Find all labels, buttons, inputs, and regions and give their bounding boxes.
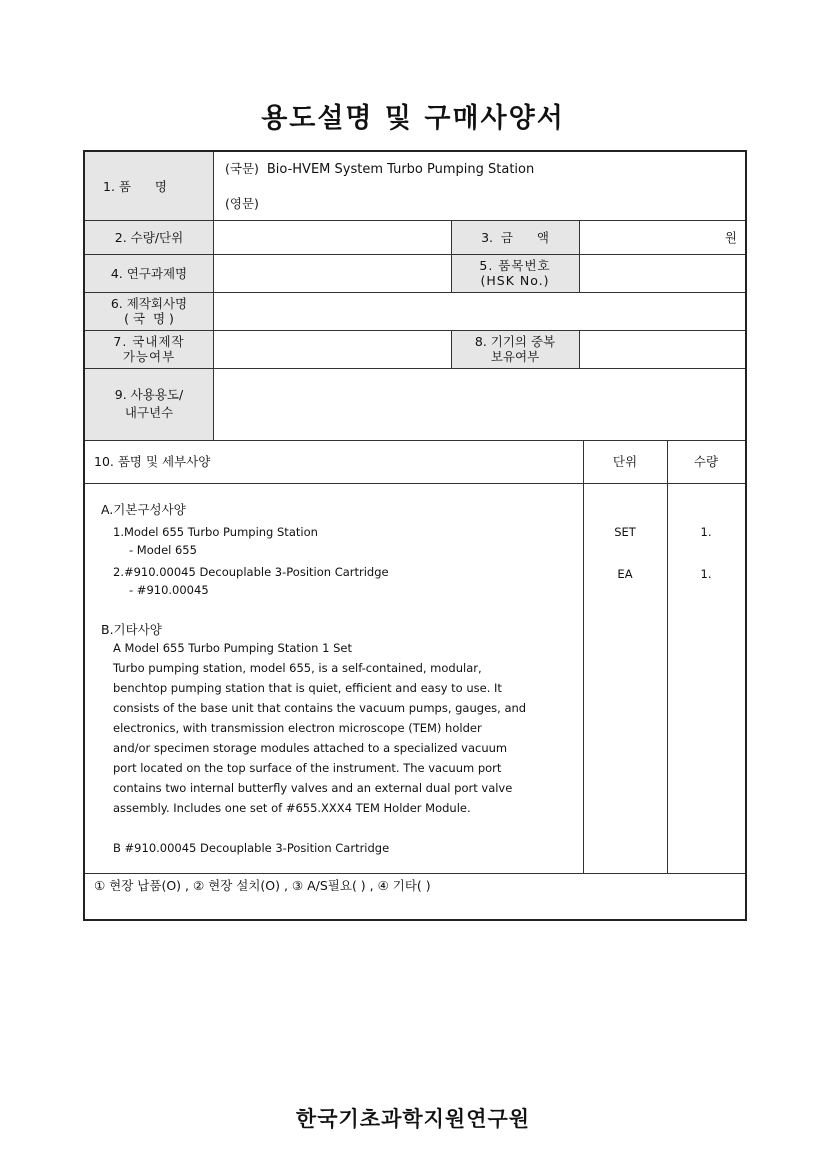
row2-unit: EA (617, 566, 633, 581)
project-value (214, 254, 451, 292)
spec-line: A.기본구성사양 (101, 502, 186, 517)
row-divider (85, 483, 745, 484)
purchase-spec-form (83, 150, 747, 921)
spec-line: electronics, with transmission electron microscope (TEM) holder (113, 721, 482, 735)
spec-line: port located on the top surface of the instrument. The vacuum port (113, 761, 502, 775)
korean-name-line: (국문) Bio-HVEM System Turbo Pumping Station (225, 161, 535, 177)
spec-body (85, 500, 583, 870)
domestic-value (214, 330, 451, 368)
delivery-options-note: ① 현장 납품(O) , ② 현장 설치(O) , ③ A/S필요( ) , ④ 기타( ) (94, 878, 431, 893)
usage-label: 9. 사용용도/ 내구년수 (114, 387, 184, 420)
col-divider (583, 440, 584, 873)
spec-line: benchtop pumping station that is quiet, efficient and easy to use. It (113, 681, 502, 695)
qty-unit-value (214, 220, 451, 254)
dup-label: 8. 기기의 중복 보유여부 (474, 334, 556, 364)
organization-name: 한국기초과학지원연구원 (295, 1107, 531, 1131)
spec-line: - #910.00045 (129, 583, 209, 597)
item-no-label: 5. 품목번호 (HSK No.) (479, 258, 551, 288)
amount-label: 3. 금 액 (481, 229, 549, 245)
spec-line: 1.Model 655 Turbo Pumping Station (113, 525, 318, 539)
usage-value (214, 368, 745, 440)
spec-header: 10. 품명 및 세부사양 (94, 454, 211, 469)
row1-unit: SET (614, 524, 636, 539)
row2-qty: 1. (700, 566, 712, 581)
qty-header: 수량 (693, 454, 719, 469)
qty-unit-label: 2. 수량/단위 (114, 229, 184, 245)
spec-line: - Model 655 (129, 543, 197, 557)
dup-value (580, 330, 745, 368)
project-label: 4. 연구과제명 (110, 265, 188, 281)
spec-line: contains two internal butterfly valves and an external dual port valve (113, 781, 513, 795)
spec-line: 2.#910.00045 Decouplable 3-Position Cartridge (113, 565, 389, 579)
amount-value (580, 220, 745, 254)
spec-line: assembly. Includes one set of #655.XXX4 TEM Holder Module. (113, 801, 471, 815)
row1-qty: 1. (700, 524, 712, 539)
spec-line: B #910.00045 Decouplable 3-Position Cartridge (113, 841, 390, 855)
col-divider (667, 440, 668, 873)
spec-line: consists of the base unit that contains the vacuum pumps, gauges, and (113, 701, 527, 715)
spec-line: Turbo pumping station, model 655, is a self-contained, modular, (113, 661, 482, 675)
row-divider (85, 873, 745, 874)
spec-line: B.기타사양 (101, 622, 162, 637)
unit-header: 단위 (612, 454, 638, 469)
maker-label: 6. 제작회사명 ( 국 명 ) (110, 296, 188, 326)
item-name-label: 1. 품 명 (103, 178, 167, 194)
spec-line: and/or specimen storage modules attached to a specialized vacuum (113, 741, 508, 755)
maker-value (214, 292, 745, 330)
english-name-line: (영문) (225, 196, 259, 211)
domestic-label: 7. 국내제작 가능여부 (113, 334, 185, 364)
amount-unit: 원 (724, 229, 737, 245)
document-title: 용도설명 및 구매사양서 (261, 103, 565, 134)
item-no-value (580, 254, 745, 292)
spec-line: A Model 655 Turbo Pumping Station 1 Set (113, 641, 352, 655)
